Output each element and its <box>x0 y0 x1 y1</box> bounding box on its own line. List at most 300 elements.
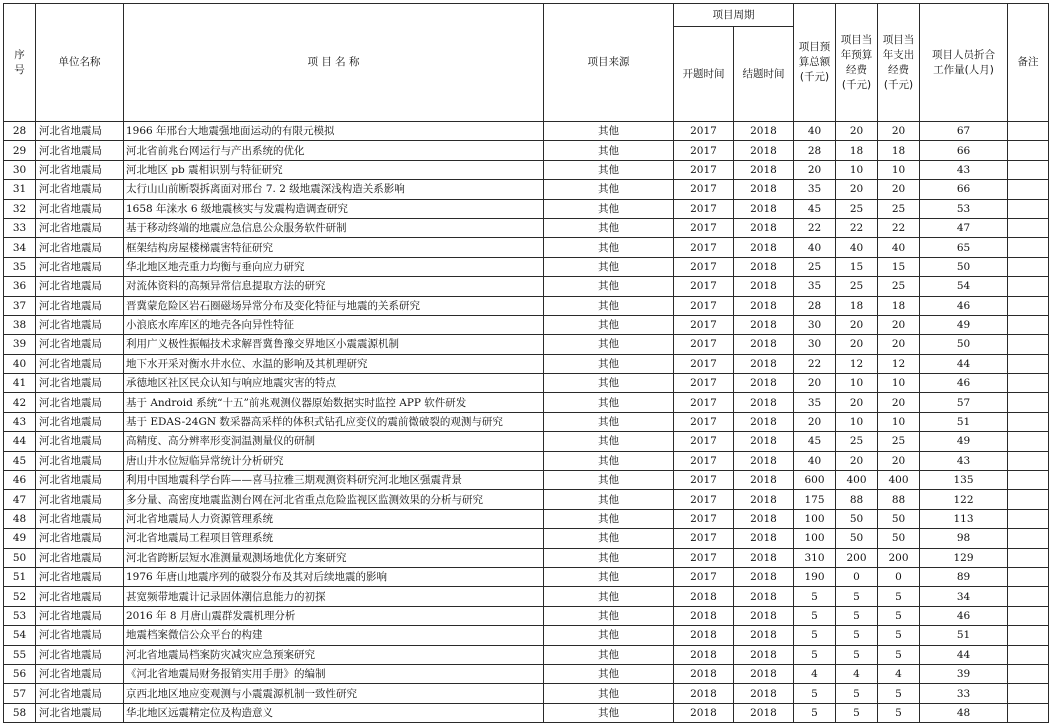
cell-project-name: 河北省跨断层短水准测量观测场地优化方案研究 <box>124 548 544 567</box>
cell-seq: 57 <box>4 684 36 703</box>
cell-source: 其他 <box>544 180 674 199</box>
cell-year-budget: 5 <box>836 703 878 722</box>
cell-project-name: 利用广义极性振幅技术求解晋冀鲁豫交界地区小震震源机制 <box>124 335 544 354</box>
cell-project-name: 河北省地震局工程项目管理系统 <box>124 529 544 548</box>
cell-year-budget: 5 <box>836 626 878 645</box>
cell-end-year: 2018 <box>734 567 794 586</box>
cell-seq: 44 <box>4 432 36 451</box>
cell-workload: 50 <box>920 257 1008 276</box>
cell-source: 其他 <box>544 471 674 490</box>
cell-start-year: 2017 <box>674 238 734 257</box>
cell-seq: 52 <box>4 587 36 606</box>
cell-seq: 56 <box>4 664 36 683</box>
table-row <box>4 587 1049 606</box>
cell-seq: 30 <box>4 160 36 179</box>
cell-remark <box>1008 471 1049 490</box>
header-budget: 项目预算总额(千元) <box>794 4 836 122</box>
cell-source: 其他 <box>544 277 674 296</box>
cell-unit: 河北省地震局 <box>36 160 124 179</box>
cell-year-spend: 20 <box>878 180 920 199</box>
cell-workload: 48 <box>920 703 1008 722</box>
table-row <box>4 160 1049 179</box>
cell-project-name: 小浪底水库库区的地壳各向异性特征 <box>124 315 544 334</box>
cell-end-year: 2018 <box>734 509 794 528</box>
cell-year-budget: 50 <box>836 509 878 528</box>
project-table <box>3 3 1049 723</box>
cell-budget: 35 <box>794 180 836 199</box>
cell-seq: 35 <box>4 257 36 276</box>
cell-unit: 河北省地震局 <box>36 645 124 664</box>
cell-budget: 35 <box>794 393 836 412</box>
cell-start-year: 2018 <box>674 606 734 625</box>
cell-year-spend: 20 <box>878 451 920 470</box>
table-row <box>4 374 1049 393</box>
cell-project-name: 河北地区 pb 震相识别与特征研究 <box>124 160 544 179</box>
cell-end-year: 2018 <box>734 238 794 257</box>
cell-seq: 53 <box>4 606 36 625</box>
cell-year-budget: 200 <box>836 548 878 567</box>
cell-year-spend: 200 <box>878 548 920 567</box>
table-row <box>4 141 1049 160</box>
cell-year-budget: 25 <box>836 277 878 296</box>
cell-start-year: 2018 <box>674 626 734 645</box>
cell-end-year: 2018 <box>734 180 794 199</box>
cell-unit: 河北省地震局 <box>36 335 124 354</box>
cell-source: 其他 <box>544 567 674 586</box>
cell-source: 其他 <box>544 374 674 393</box>
cell-unit: 河北省地震局 <box>36 374 124 393</box>
table-row <box>4 529 1049 548</box>
cell-budget: 20 <box>794 412 836 431</box>
cell-unit: 河北省地震局 <box>36 296 124 315</box>
cell-end-year: 2018 <box>734 606 794 625</box>
cell-workload: 53 <box>920 199 1008 218</box>
cell-seq: 42 <box>4 393 36 412</box>
cell-year-spend: 50 <box>878 509 920 528</box>
table-row <box>4 315 1049 334</box>
cell-end-year: 2018 <box>734 664 794 683</box>
cell-start-year: 2018 <box>674 684 734 703</box>
header-year-budget: 项目当年预算经费(千元) <box>836 4 878 122</box>
cell-start-year: 2017 <box>674 199 734 218</box>
cell-unit: 河北省地震局 <box>36 180 124 199</box>
table-row <box>4 432 1049 451</box>
cell-remark <box>1008 567 1049 586</box>
cell-budget: 5 <box>794 606 836 625</box>
cell-workload: 39 <box>920 664 1008 683</box>
cell-year-spend: 25 <box>878 277 920 296</box>
table-row <box>4 451 1049 470</box>
header-workload: 项目人员折合工作量(人月) <box>920 4 1008 122</box>
cell-remark <box>1008 529 1049 548</box>
cell-year-budget: 25 <box>836 432 878 451</box>
cell-seq: 58 <box>4 703 36 722</box>
cell-unit: 河北省地震局 <box>36 315 124 334</box>
cell-start-year: 2017 <box>674 122 734 141</box>
cell-project-name: 晋冀蒙危险区岩石圈磁场异常分布及变化特征与地震的关系研究 <box>124 296 544 315</box>
cell-unit: 河北省地震局 <box>36 703 124 722</box>
cell-end-year: 2018 <box>734 218 794 237</box>
cell-year-spend: 25 <box>878 199 920 218</box>
cell-year-budget: 10 <box>836 412 878 431</box>
cell-start-year: 2017 <box>674 412 734 431</box>
cell-budget: 20 <box>794 374 836 393</box>
cell-project-name: 地下水开采对衡水井水位、水温的影响及其机理研究 <box>124 354 544 373</box>
cell-project-name: 1966 年邢台大地震强地面运动的有限元模拟 <box>124 122 544 141</box>
cell-project-name: 2016 年 8 月唐山震群发震机理分析 <box>124 606 544 625</box>
cell-budget: 190 <box>794 567 836 586</box>
cell-remark <box>1008 315 1049 334</box>
cell-unit: 河北省地震局 <box>36 141 124 160</box>
cell-year-spend: 5 <box>878 587 920 606</box>
cell-unit: 河北省地震局 <box>36 238 124 257</box>
cell-year-spend: 25 <box>878 432 920 451</box>
cell-project-name: 1976 年唐山地震序列的破裂分布及其对后续地震的影响 <box>124 567 544 586</box>
cell-year-budget: 12 <box>836 354 878 373</box>
cell-workload: 44 <box>920 645 1008 664</box>
cell-end-year: 2018 <box>734 645 794 664</box>
cell-budget: 30 <box>794 315 836 334</box>
table-row <box>4 296 1049 315</box>
table-row <box>4 412 1049 431</box>
cell-start-year: 2017 <box>674 315 734 334</box>
table-row <box>4 354 1049 373</box>
cell-source: 其他 <box>544 393 674 412</box>
cell-year-budget: 10 <box>836 160 878 179</box>
cell-end-year: 2018 <box>734 412 794 431</box>
cell-seq: 47 <box>4 490 36 509</box>
table-row <box>4 277 1049 296</box>
table-row <box>4 335 1049 354</box>
header-end: 结题时间 <box>734 27 794 122</box>
cell-start-year: 2018 <box>674 703 734 722</box>
cell-end-year: 2018 <box>734 199 794 218</box>
cell-start-year: 2017 <box>674 277 734 296</box>
cell-seq: 43 <box>4 412 36 431</box>
cell-start-year: 2017 <box>674 296 734 315</box>
cell-remark <box>1008 160 1049 179</box>
cell-year-spend: 15 <box>878 257 920 276</box>
cell-workload: 46 <box>920 606 1008 625</box>
cell-source: 其他 <box>544 490 674 509</box>
cell-source: 其他 <box>544 257 674 276</box>
cell-end-year: 2018 <box>734 432 794 451</box>
cell-end-year: 2018 <box>734 703 794 722</box>
cell-seq: 28 <box>4 122 36 141</box>
cell-budget: 35 <box>794 277 836 296</box>
cell-source: 其他 <box>544 684 674 703</box>
cell-budget: 22 <box>794 218 836 237</box>
cell-start-year: 2017 <box>674 354 734 373</box>
table-row <box>4 490 1049 509</box>
cell-unit: 河北省地震局 <box>36 548 124 567</box>
cell-unit: 河北省地震局 <box>36 393 124 412</box>
cell-source: 其他 <box>544 703 674 722</box>
cell-project-name: 基于 Android 系统“十五”前兆观测仪器原始数据实时监控 APP 软件研发 <box>124 393 544 412</box>
cell-workload: 89 <box>920 567 1008 586</box>
cell-end-year: 2018 <box>734 374 794 393</box>
cell-start-year: 2017 <box>674 218 734 237</box>
cell-source: 其他 <box>544 529 674 548</box>
table-header <box>4 4 1049 122</box>
cell-source: 其他 <box>544 451 674 470</box>
cell-source: 其他 <box>544 296 674 315</box>
table-row <box>4 509 1049 528</box>
cell-year-spend: 4 <box>878 664 920 683</box>
cell-end-year: 2018 <box>734 451 794 470</box>
cell-year-spend: 12 <box>878 354 920 373</box>
cell-year-budget: 0 <box>836 567 878 586</box>
cell-year-spend: 5 <box>878 703 920 722</box>
cell-budget: 28 <box>794 296 836 315</box>
cell-project-name: 框架结构房屋楼梯震害特征研究 <box>124 238 544 257</box>
cell-remark <box>1008 548 1049 567</box>
cell-workload: 43 <box>920 451 1008 470</box>
cell-unit: 河北省地震局 <box>36 684 124 703</box>
table-row <box>4 645 1049 664</box>
cell-workload: 49 <box>920 315 1008 334</box>
cell-seq: 51 <box>4 567 36 586</box>
cell-start-year: 2017 <box>674 471 734 490</box>
cell-end-year: 2018 <box>734 393 794 412</box>
cell-seq: 38 <box>4 315 36 334</box>
cell-seq: 49 <box>4 529 36 548</box>
cell-end-year: 2018 <box>734 354 794 373</box>
cell-remark <box>1008 238 1049 257</box>
cell-source: 其他 <box>544 645 674 664</box>
cell-year-spend: 18 <box>878 296 920 315</box>
cell-source: 其他 <box>544 218 674 237</box>
header-period: 项目周期 <box>674 4 794 27</box>
cell-unit: 河北省地震局 <box>36 606 124 625</box>
cell-end-year: 2018 <box>734 626 794 645</box>
header-seq: 序号 <box>4 4 36 122</box>
cell-workload: 66 <box>920 141 1008 160</box>
cell-start-year: 2017 <box>674 548 734 567</box>
cell-year-budget: 20 <box>836 315 878 334</box>
cell-year-spend: 10 <box>878 374 920 393</box>
cell-workload: 33 <box>920 684 1008 703</box>
table-row <box>4 664 1049 683</box>
cell-seq: 36 <box>4 277 36 296</box>
table-row <box>4 567 1049 586</box>
cell-budget: 45 <box>794 432 836 451</box>
cell-end-year: 2018 <box>734 277 794 296</box>
cell-year-spend: 88 <box>878 490 920 509</box>
cell-workload: 34 <box>920 587 1008 606</box>
cell-budget: 40 <box>794 451 836 470</box>
cell-source: 其他 <box>544 199 674 218</box>
cell-workload: 98 <box>920 529 1008 548</box>
cell-budget: 20 <box>794 160 836 179</box>
cell-year-budget: 20 <box>836 180 878 199</box>
cell-year-budget: 20 <box>836 335 878 354</box>
cell-project-name: 华北地区地壳重力均衡与垂向应力研究 <box>124 257 544 276</box>
cell-year-budget: 5 <box>836 587 878 606</box>
cell-end-year: 2018 <box>734 141 794 160</box>
cell-year-spend: 400 <box>878 471 920 490</box>
cell-budget: 100 <box>794 529 836 548</box>
cell-remark <box>1008 122 1049 141</box>
cell-source: 其他 <box>544 238 674 257</box>
cell-end-year: 2018 <box>734 490 794 509</box>
cell-year-budget: 5 <box>836 645 878 664</box>
cell-remark <box>1008 296 1049 315</box>
cell-remark <box>1008 354 1049 373</box>
cell-end-year: 2018 <box>734 122 794 141</box>
cell-budget: 5 <box>794 645 836 664</box>
cell-workload: 50 <box>920 335 1008 354</box>
cell-unit: 河北省地震局 <box>36 529 124 548</box>
cell-remark <box>1008 606 1049 625</box>
cell-end-year: 2018 <box>734 315 794 334</box>
cell-source: 其他 <box>544 412 674 431</box>
cell-seq: 37 <box>4 296 36 315</box>
cell-start-year: 2017 <box>674 180 734 199</box>
cell-year-budget: 20 <box>836 122 878 141</box>
cell-year-budget: 4 <box>836 664 878 683</box>
cell-year-budget: 5 <box>836 606 878 625</box>
cell-source: 其他 <box>544 160 674 179</box>
cell-year-budget: 10 <box>836 374 878 393</box>
cell-source: 其他 <box>544 315 674 334</box>
cell-year-spend: 20 <box>878 315 920 334</box>
cell-workload: 47 <box>920 218 1008 237</box>
cell-remark <box>1008 664 1049 683</box>
cell-start-year: 2017 <box>674 335 734 354</box>
cell-project-name: 承德地区社区民众认知与响应地震灾害的特点 <box>124 374 544 393</box>
cell-start-year: 2018 <box>674 664 734 683</box>
cell-seq: 46 <box>4 471 36 490</box>
cell-year-budget: 25 <box>836 199 878 218</box>
cell-year-spend: 20 <box>878 393 920 412</box>
cell-start-year: 2017 <box>674 490 734 509</box>
cell-budget: 22 <box>794 354 836 373</box>
table-row <box>4 238 1049 257</box>
cell-year-spend: 10 <box>878 412 920 431</box>
cell-project-name: 高精度、高分辨率形变洞温测量仪的研制 <box>124 432 544 451</box>
cell-year-budget: 20 <box>836 451 878 470</box>
cell-remark <box>1008 451 1049 470</box>
cell-remark <box>1008 393 1049 412</box>
cell-budget: 45 <box>794 199 836 218</box>
cell-project-name: 利用中国地震科学台阵——喜马拉雅三期观测资料研究河北地区强震背景 <box>124 471 544 490</box>
cell-workload: 129 <box>920 548 1008 567</box>
cell-end-year: 2018 <box>734 587 794 606</box>
cell-remark <box>1008 335 1049 354</box>
cell-budget: 310 <box>794 548 836 567</box>
cell-workload: 113 <box>920 509 1008 528</box>
table-row <box>4 684 1049 703</box>
cell-seq: 32 <box>4 199 36 218</box>
cell-project-name: 河北省地震局人力资源管理系统 <box>124 509 544 528</box>
cell-project-name: 1658 年涞水 6 级地震核实与发震构造调查研究 <box>124 199 544 218</box>
cell-remark <box>1008 180 1049 199</box>
cell-workload: 49 <box>920 432 1008 451</box>
cell-seq: 50 <box>4 548 36 567</box>
cell-end-year: 2018 <box>734 335 794 354</box>
cell-source: 其他 <box>544 548 674 567</box>
cell-remark <box>1008 626 1049 645</box>
cell-project-name: 甚宽频带地震计记录固体潮信息能力的初探 <box>124 587 544 606</box>
cell-year-spend: 22 <box>878 218 920 237</box>
cell-budget: 40 <box>794 238 836 257</box>
cell-year-spend: 20 <box>878 335 920 354</box>
cell-budget: 28 <box>794 141 836 160</box>
header-project-name: 项 目 名 称 <box>124 4 544 122</box>
cell-source: 其他 <box>544 141 674 160</box>
cell-project-name: 多分量、高密度地震监测台网在河北省重点危险监视区监测效果的分析与研究 <box>124 490 544 509</box>
cell-remark <box>1008 645 1049 664</box>
cell-end-year: 2018 <box>734 548 794 567</box>
cell-workload: 67 <box>920 122 1008 141</box>
cell-remark <box>1008 277 1049 296</box>
cell-remark <box>1008 412 1049 431</box>
cell-project-name: 河北省地震局档案防灾减灾应急预案研究 <box>124 645 544 664</box>
cell-year-spend: 5 <box>878 606 920 625</box>
cell-year-spend: 20 <box>878 122 920 141</box>
cell-workload: 135 <box>920 471 1008 490</box>
cell-seq: 29 <box>4 141 36 160</box>
cell-workload: 54 <box>920 277 1008 296</box>
cell-seq: 40 <box>4 354 36 373</box>
cell-project-name: 京西北地区地应变观测与小震震源机制一致性研究 <box>124 684 544 703</box>
table-row <box>4 548 1049 567</box>
cell-seq: 48 <box>4 509 36 528</box>
cell-seq: 31 <box>4 180 36 199</box>
cell-source: 其他 <box>544 354 674 373</box>
cell-year-budget: 5 <box>836 684 878 703</box>
cell-budget: 5 <box>794 703 836 722</box>
cell-project-name: 地震档案微信公众平台的构建 <box>124 626 544 645</box>
cell-seq: 54 <box>4 626 36 645</box>
cell-start-year: 2017 <box>674 509 734 528</box>
cell-start-year: 2017 <box>674 141 734 160</box>
table-body <box>4 122 1049 723</box>
cell-unit: 河北省地震局 <box>36 432 124 451</box>
header-start: 开题时间 <box>674 27 734 122</box>
cell-unit: 河北省地震局 <box>36 509 124 528</box>
cell-end-year: 2018 <box>734 684 794 703</box>
cell-year-budget: 400 <box>836 471 878 490</box>
table-row <box>4 257 1049 276</box>
cell-budget: 30 <box>794 335 836 354</box>
table-row <box>4 626 1049 645</box>
cell-workload: 46 <box>920 374 1008 393</box>
cell-project-name: 《河北省地震局财务报销实用手册》的编制 <box>124 664 544 683</box>
cell-start-year: 2017 <box>674 567 734 586</box>
cell-unit: 河北省地震局 <box>36 199 124 218</box>
cell-budget: 25 <box>794 257 836 276</box>
cell-year-budget: 40 <box>836 238 878 257</box>
cell-year-spend: 5 <box>878 645 920 664</box>
cell-source: 其他 <box>544 587 674 606</box>
header-unit: 单位名称 <box>36 4 124 122</box>
table-row <box>4 122 1049 141</box>
cell-seq: 33 <box>4 218 36 237</box>
cell-year-budget: 88 <box>836 490 878 509</box>
table-row <box>4 180 1049 199</box>
cell-year-spend: 10 <box>878 160 920 179</box>
cell-end-year: 2018 <box>734 296 794 315</box>
cell-unit: 河北省地震局 <box>36 122 124 141</box>
cell-year-spend: 18 <box>878 141 920 160</box>
cell-budget: 5 <box>794 684 836 703</box>
cell-start-year: 2017 <box>674 432 734 451</box>
table-row <box>4 606 1049 625</box>
cell-remark <box>1008 199 1049 218</box>
cell-budget: 5 <box>794 626 836 645</box>
